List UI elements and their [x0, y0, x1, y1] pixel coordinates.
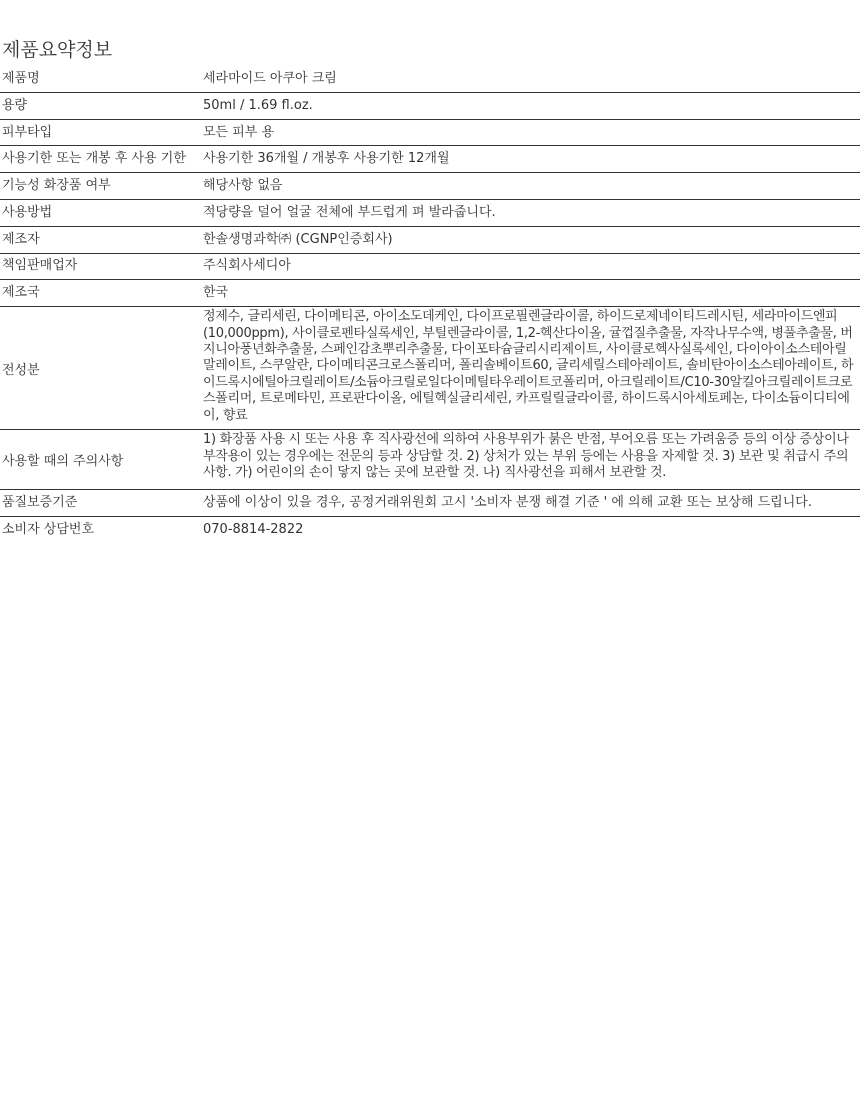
- table-row-manufacturer: [0, 227, 860, 254]
- table-row-seller: [0, 254, 860, 281]
- row-value: 1) 화장품 사용 시 또는 사용 후 직사광선에 의하여 사용부위가 붉은 반점, 부어오름 또는 가려움증 등의 이상 증상이나 부작용이 있는 경우에는 전문의 등과 상담할 것. 2) 상처가 있는 부위 등에는 사용을 자제할 것. 3) 보관 및 취급시 주의사항. 가) 어린이의 손이 닿지 않는 곳에 보관할 것. 나) 직사광선을 피해서 보관할 것.: [203, 432, 849, 480]
- row-label: 사용방법: [2, 204, 53, 220]
- row-label: 기능성 화장품 여부: [2, 178, 111, 194]
- table-row-contact: [0, 517, 860, 544]
- row-label: 제조국: [2, 285, 40, 301]
- row-value: 50ml / 1.69 fl.oz.: [203, 97, 313, 113]
- table-row-volume: [0, 93, 860, 120]
- product-info-table: [0, 66, 860, 544]
- row-value: 한국: [203, 285, 229, 301]
- row-label: 책임판매업자: [2, 258, 78, 274]
- row-value: 한솔생명과학㈜ (CGNP인증회사): [203, 231, 393, 247]
- row-label: 제품명: [2, 70, 40, 86]
- row-label: 용량: [2, 97, 28, 113]
- table-row-expiry: [0, 146, 860, 173]
- row-label: 제조자: [2, 231, 40, 247]
- row-label: 사용할 때의 주의사항: [2, 454, 124, 470]
- table-row-functional: [0, 173, 860, 200]
- row-value: 상품에 이상이 있을 경우, 공정거래위원회 고시 '소비자 분쟁 해결 기준 ' 에 의해 교환 또는 보상해 드립니다.: [203, 495, 812, 511]
- page-title: 제품요약정보: [2, 39, 113, 61]
- row-label: 사용기한 또는 개봉 후 사용 기한: [2, 151, 186, 167]
- table-row-product-name: [0, 66, 860, 93]
- row-value: 정제수, 글리세린, 다이메티콘, 아이소도데케인, 다이프로필렌글라이콜, 하이드로제네이티드레시틴, 세라마이드엔피(10,000ppm), 사이클로펜타실록세인, 부틸렌글라이콜, 1,2-헥산다이올, 귤껍질추출물, 자작나무수액, 병풀추출물, 버지니아풍년화추출물, 스페인감초뿌리추출물, 다이포타슘글리시리제이트, 사이클로헥사실록세인, 다이아이소스테아릴말레이트, 스쿠알란, 다이메티콘크로스폴리머, 폴리솔베이트60, 글리세릴스테아레이트, 솔비탄아이소스테아레이트, 하이드록시에틸아크릴레이트/소듐아크릴로일다이메틸타우레이트코폴리머, 아크릴레이트/C10-30알킬아크릴레이트크로스폴리머, 트로메타민, 프로판다이올, 에틸헥실글리세린, 카프릴릴글라이콜, 하이드록시아세토페논, 다이소듐이디티에이, 향료: [203, 309, 854, 423]
- row-label: 피부타입: [2, 124, 53, 140]
- table-row-caution: [0, 430, 860, 490]
- row-label: 전성분: [2, 362, 40, 378]
- table-row-ingredients: [0, 307, 860, 430]
- table-row-skin-type: [0, 120, 860, 147]
- row-value: 해당사항 없음: [203, 178, 283, 194]
- row-value: 사용기한 36개월 / 개봉후 사용기한 12개월: [203, 151, 450, 167]
- table-row-country: [0, 280, 860, 307]
- row-value: 모든 피부 용: [203, 124, 275, 140]
- table-row-quality: [0, 490, 860, 517]
- row-value: 070-8814-2822: [203, 522, 304, 538]
- row-label: 소비자 상담번호: [2, 522, 95, 538]
- row-label: 품질보증기준: [2, 495, 78, 511]
- row-value: 적당량을 덜어 얼굴 전체에 부드럽게 펴 발라줍니다.: [203, 204, 496, 220]
- row-value: 주식회사세디아: [203, 258, 291, 274]
- row-value: 세라마이드 아쿠아 크림: [203, 70, 337, 86]
- table-row-usage: [0, 200, 860, 227]
